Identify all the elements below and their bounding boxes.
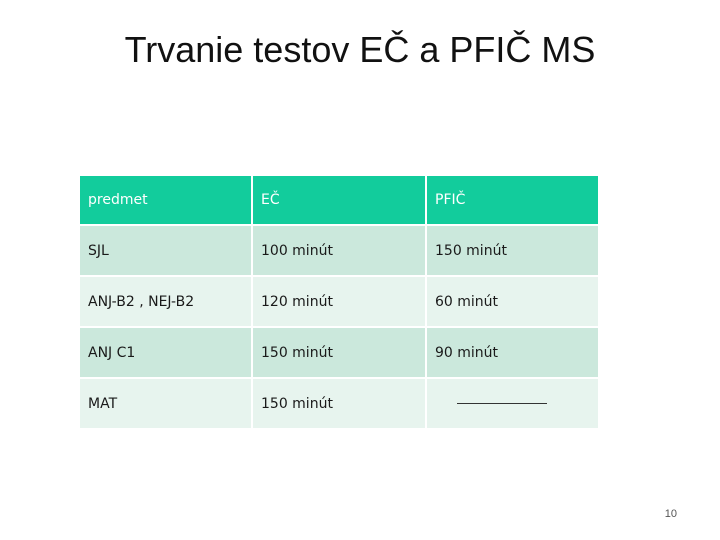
- table-header-row: [79, 175, 599, 225]
- cell-ec: 150 minút: [252, 327, 426, 378]
- cell-pfic: 150 minút: [426, 225, 599, 276]
- cell-ec: 120 minút: [252, 276, 426, 327]
- header-ec: EČ: [252, 175, 426, 225]
- cell-ec: 100 minút: [252, 225, 426, 276]
- cell-subject: SJL: [79, 225, 252, 276]
- cell-ec: 150 minút: [252, 378, 426, 429]
- table-row: [79, 225, 599, 276]
- table-row: [79, 378, 599, 429]
- cell-subject: MAT: [79, 378, 252, 429]
- duration-table: [78, 174, 600, 430]
- cell-subject: ANJ-B2 , NEJ-B2: [79, 276, 252, 327]
- cell-pfic: 90 minút: [426, 327, 599, 378]
- header-pfic: PFIČ: [426, 175, 599, 225]
- cell-pfic-dash: [426, 378, 599, 429]
- table-row: [79, 327, 599, 378]
- dash-placeholder: [457, 403, 547, 404]
- page-number: 10: [664, 508, 677, 520]
- table-row: [79, 276, 599, 327]
- slide-title: Trvanie testov EČ a PFIČ MS: [124, 29, 596, 70]
- header-subject: predmet: [79, 175, 252, 225]
- cell-subject: ANJ C1: [79, 327, 252, 378]
- cell-pfic: 60 minút: [426, 276, 599, 327]
